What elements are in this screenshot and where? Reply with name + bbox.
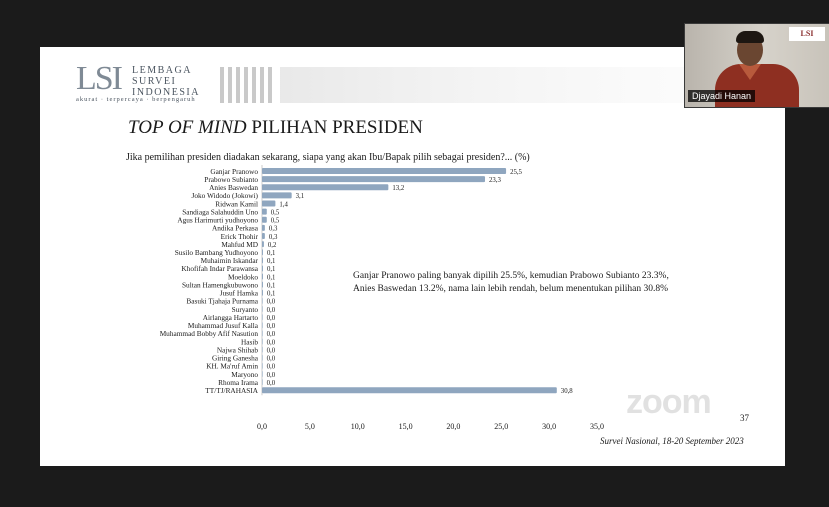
bar bbox=[262, 257, 263, 263]
category-label: Giring Ganesha bbox=[212, 353, 258, 363]
category-label: Prabowo Subianto bbox=[204, 174, 258, 184]
category-label: Muhammad Jusuf Kalla bbox=[187, 321, 258, 331]
value-label: 0,1 bbox=[266, 274, 276, 282]
bar bbox=[262, 355, 263, 361]
bar bbox=[262, 298, 263, 304]
bar bbox=[262, 282, 263, 288]
category-label: Moeldoko bbox=[228, 272, 258, 282]
logo-name-line: SURVEI bbox=[132, 76, 177, 87]
participant-name-label: Djayadi Hanan bbox=[688, 90, 755, 102]
category-label: TT/TJ/RAHASIA bbox=[205, 386, 258, 396]
annotation-line: Anies Baswedan 13.2%, nama lain lebih rendah, belum menentukan pilihan 30.8% bbox=[353, 284, 669, 294]
value-label: 0,3 bbox=[268, 225, 278, 233]
value-label: 25,5 bbox=[510, 168, 522, 176]
x-tick-label: 30,0 bbox=[542, 422, 557, 431]
category-label: Muhaimin Iskandar bbox=[200, 256, 258, 266]
bar bbox=[262, 176, 485, 182]
value-label: 0,1 bbox=[266, 290, 276, 298]
value-label: 0,5 bbox=[270, 209, 280, 217]
category-label: Khofifah Indar Parawansa bbox=[181, 264, 258, 274]
page-number: 37 bbox=[740, 413, 749, 423]
bar bbox=[262, 184, 388, 190]
value-label: 0,0 bbox=[266, 331, 276, 339]
value-label: 0,0 bbox=[266, 323, 276, 331]
x-tick-label: 10,0 bbox=[350, 422, 365, 431]
value-label: 0,1 bbox=[266, 266, 276, 274]
survey-question: Jika pemilihan presiden diadakan sekarang, siapa yang akan Ibu/Bapak pilih sebagai presiden?... (%) bbox=[126, 152, 530, 163]
bar bbox=[262, 249, 263, 255]
value-label: 30,8 bbox=[560, 388, 573, 396]
value-label: 0,0 bbox=[266, 371, 276, 379]
logo-name-line: LEMBAGA bbox=[132, 65, 192, 76]
bar bbox=[262, 290, 263, 296]
bar bbox=[262, 200, 275, 206]
value-label: 0,5 bbox=[270, 217, 280, 225]
category-label: Sandiaga Salahuddin Uno bbox=[182, 207, 258, 217]
category-label: Joko Widodo (Jokowi) bbox=[191, 191, 258, 201]
logo-tagline: akurat · terpercaya · berpengaruh bbox=[76, 96, 196, 103]
bar bbox=[262, 192, 292, 198]
bar bbox=[262, 265, 263, 271]
bar bbox=[262, 225, 265, 231]
bar bbox=[262, 209, 267, 215]
annotation-line: Ganjar Pranowo paling banyak dipilih 25.5%, kemudian Prabowo Subianto 23.3%, bbox=[353, 271, 669, 281]
value-label: 0,0 bbox=[266, 379, 276, 387]
bar bbox=[262, 274, 263, 280]
x-tick-label: 35,0 bbox=[590, 422, 604, 431]
value-label: 0,0 bbox=[266, 363, 276, 371]
source-note: Survei Nasional, 18-20 September 2023 bbox=[600, 436, 744, 446]
value-label: 3,1 bbox=[295, 193, 305, 201]
category-label: Najwa Shihab bbox=[216, 345, 258, 355]
value-label: 0,0 bbox=[266, 314, 276, 322]
value-label: 0,0 bbox=[266, 355, 276, 363]
bar bbox=[262, 168, 506, 174]
bar bbox=[262, 241, 264, 247]
category-label: Basuki Tjahaja Purnama bbox=[186, 296, 258, 306]
bar bbox=[262, 217, 267, 223]
value-label: 0,1 bbox=[266, 258, 276, 266]
category-label: Ganjar Pranowo bbox=[210, 166, 258, 176]
category-label: KH. Ma'ruf Amin bbox=[206, 361, 258, 371]
bar bbox=[262, 339, 263, 345]
value-label: 0,0 bbox=[266, 298, 276, 306]
category-label: Erick Thohir bbox=[220, 231, 258, 241]
x-tick-label: 20,0 bbox=[446, 422, 461, 431]
x-tick-label: 0,0 bbox=[257, 422, 267, 431]
x-tick-label: 15,0 bbox=[398, 422, 413, 431]
category-label: Hasib bbox=[240, 337, 258, 347]
slide-title-italic: TOP OF MIND bbox=[128, 117, 247, 138]
value-label: 0,3 bbox=[268, 233, 278, 241]
value-label: 0,0 bbox=[266, 339, 276, 347]
category-label: Maryono bbox=[231, 369, 258, 379]
category-label: Mahfud MD bbox=[221, 239, 258, 249]
logo-mark: LSI bbox=[76, 60, 121, 97]
category-label: Muhammad Bobby Afif Nasution bbox=[159, 329, 258, 339]
bar bbox=[262, 233, 265, 239]
value-label: 0,1 bbox=[266, 282, 276, 290]
category-label: Anies Baswedan bbox=[209, 183, 258, 193]
category-label: Susilo Bambang Yudhoyono bbox=[174, 248, 258, 257]
bar bbox=[262, 363, 263, 369]
bar bbox=[262, 322, 263, 328]
video-corner-logo: LSI bbox=[789, 27, 825, 41]
category-label: Rhoma Irama bbox=[218, 377, 258, 387]
category-label: Agus Harimurti yudhoyono bbox=[177, 215, 258, 225]
bar bbox=[262, 387, 557, 393]
bar bbox=[262, 371, 263, 377]
category-label: Andika Perkasa bbox=[212, 223, 258, 233]
category-label: Jusuf Hamka bbox=[219, 288, 258, 298]
bar bbox=[262, 347, 263, 353]
zoom-watermark: zoom bbox=[626, 383, 711, 421]
category-label: Ridwan Kamil bbox=[215, 199, 258, 209]
value-label: 0,2 bbox=[267, 241, 277, 249]
speaker-hair bbox=[736, 31, 764, 43]
slide-title-rest: PILIHAN PRESIDEN bbox=[246, 117, 423, 138]
value-label: 0,0 bbox=[266, 306, 276, 314]
x-tick-label: 25,0 bbox=[494, 422, 509, 431]
category-label: Suryanto bbox=[231, 304, 258, 314]
category-label: Airlangga Hartarto bbox=[202, 312, 258, 322]
bar bbox=[262, 306, 263, 312]
x-tick-label: 5,0 bbox=[304, 422, 315, 431]
value-label: 0,0 bbox=[266, 347, 276, 355]
chart-annotation bbox=[353, 270, 753, 296]
value-label: 13,2 bbox=[392, 185, 405, 193]
value-label: 23,3 bbox=[489, 176, 501, 184]
bar bbox=[262, 314, 263, 320]
bar bbox=[262, 379, 263, 385]
logo-name-line: INDONESIA bbox=[132, 87, 200, 98]
bar bbox=[262, 330, 263, 336]
participant-video-tile[interactable] bbox=[684, 23, 829, 108]
value-label: 1,4 bbox=[279, 201, 288, 209]
value-label: 0,1 bbox=[266, 250, 276, 257]
category-label: Sultan Hamengkubuwono bbox=[181, 280, 258, 290]
